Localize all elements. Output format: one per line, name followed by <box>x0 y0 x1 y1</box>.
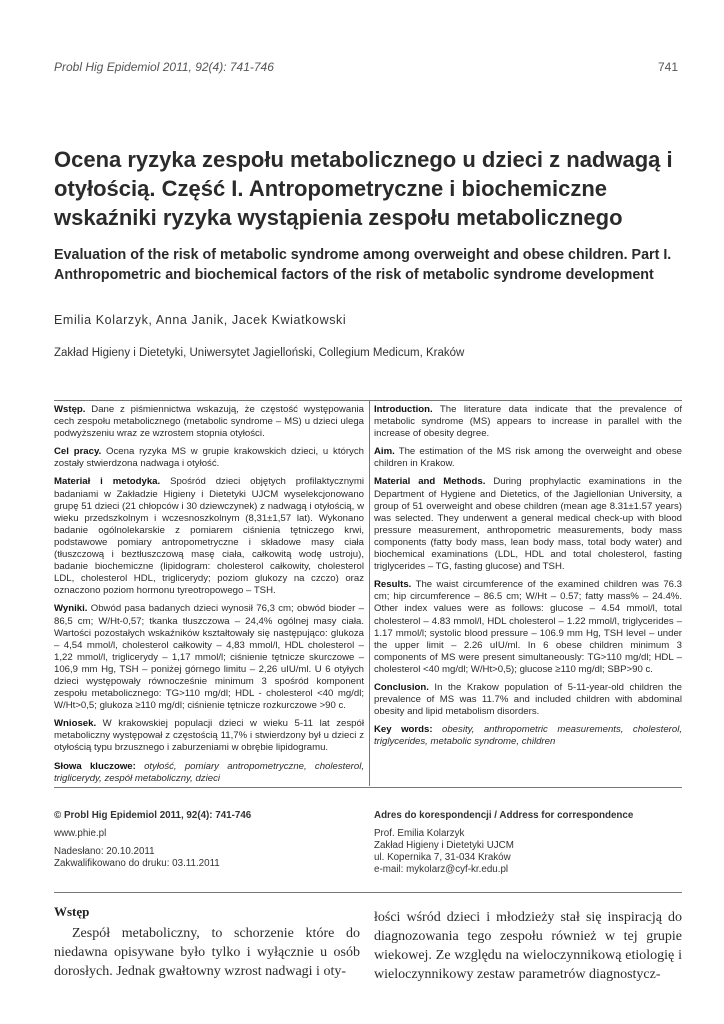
abstract-paragraph <box>374 579 682 676</box>
abstract-text: In the Krakow population of 5-11-year-old children the prevalence of MS was 11.7% and included children with abdominal obesity and lipid metabolism disorders. <box>374 681 682 718</box>
abstract-label: Material and Methods. <box>374 476 486 488</box>
abstract-english <box>374 404 682 754</box>
page-number: 741 <box>657 60 678 74</box>
keywords-label: Key words: <box>374 724 433 736</box>
section-heading: Wstęp <box>54 904 90 919</box>
abstract-text: W krakowskiej populacji dzieci w wieku 5-11 lat zespół metaboliczny występował z częstością 11,7% i stwierdzony był u dzieci z otyłością typu brzusznego i zaburzeniami w obrębie lipidogramu. <box>54 718 364 754</box>
abstract-paragraph <box>374 682 682 718</box>
abstract-label: Wyniki. <box>54 603 88 615</box>
correspondence-title: Adres do korespondencji / Address for correspondence <box>374 810 634 821</box>
abstract-text: Ocena ryzyka MS w grupie krakowskich dzieci, u których zostały stwierdzona nadwaga i otyłość. <box>54 446 364 470</box>
abstract-label: Conclusion. <box>374 681 429 693</box>
abstract-label: Aim. <box>374 446 395 458</box>
body-text-left: Zespół metaboliczny, to schorzenie które do niedawna opisywane było tylko i wyłącznie u osób dorosłych. Jednak gwałtowny wzrost nadwagi i oty- <box>54 926 360 979</box>
abstract-text: The waist circumference of the examined children was 76.3 cm; hip circumference – 86.5 cm; W/Ht – 0.57; fatty mass% – 24.4%. Other index values were as follows: glucose – 4.54 mmol/l, total cholesterol – 4.83 mmol/l, HDL cholesterol – 1.22 mmol/l, triglycerides – 1.17 mmol/l; systolic blood pressure – 106.9 mm Hg, TSH level – under the upper limit – 2.26 uIU/ml. In 6 obese children minimum 3 components of MS were present simultaneously: TG>110 mg/dl; HDL – cholesterol <40 mg/dl; W/Ht>0,5); glucose ≥110 mg/dl; SBP>90 c. <box>374 579 682 675</box>
abstract-label: Wstęp. <box>54 404 86 415</box>
authors: Emilia Kolarzyk, Anna Janik, Jacek Kwiatkowski <box>54 313 347 327</box>
abstract-text: Spośród dzieci objętych profilaktycznymi badaniami w Zakładzie Higieny i Dietetyki UJCM wyselekcjonowano grupę 51 dzieci (21 chłopców i 30 dziewczynek) z nadwagą i otyłością, w wieku przedszkolnym i wczesnoszkolnym (8,31±1,57 lat). Wykonano badanie ogólnolekarskie z pomiarem ciśnienia tętniczego krwi, podstawowe pomiary antropometryczne i składowe masy ciała (tłuszczową i beztłuszczową masę ciała, całkowitą wodę ustroju), badanie biochemiczne (lipidogram: cholesterol całkowity, cholesterol LDL, cholesterol HDL, triglicerydy; poziom glukozy na czczo) oraz oznaczono poziom hormonu tyreotropowego – TSH. <box>54 476 364 597</box>
abstract-paragraph <box>374 446 682 470</box>
publication-info <box>54 810 354 870</box>
column-divider <box>369 400 370 786</box>
abstract-paragraph <box>54 404 364 440</box>
article-title-polish: Ocena ryzyka zespołu metabolicznego u dzieci z nadwagą i otyłością. Część I. Antropometryczne i biochemiczne wskaźniki ryzyka wystąpienia zespołu metabolicznego <box>54 147 673 230</box>
abstract-paragraph <box>54 476 364 597</box>
section-divider <box>54 892 682 893</box>
abstract-text: During prophylactic examinations in the Department of Hygiene and Dietetics, of the Jagiellonian University, a group of 51 overweight and obese children (mean age 8.31±1.57 years) was selected. They underwent a general medical check-up with blood pressure measurement, anthropometric measurements, body mass components (fatty body mass, lean body mass, total body water) and biochemical examinations (LDL, HDL and total cholesterol, fasting triglycerides – TG, fasting glucose) and TSH. <box>374 476 682 573</box>
article-title-english: Evaluation of the risk of metabolic syndrome among overweight and obese children. Part I. Anthropometric and biochemical factors of the risk of metabolic syndrome development <box>54 247 672 283</box>
abstract-text: Dane z piśmiennictwa wskazują, że częstość występowania cech zespołu metabolicznego (metabolic syndrome – MS) u dzieci ulega podwyższeniu wraz ze wzrostem stopnia otyłości. <box>54 404 364 440</box>
keywords-text: otyłość, pomiary antropometryczne, cholesterol, triglicerydy, zespół metaboliczny, dzieci <box>54 760 364 784</box>
abstract-text: Obwód pasa badanych dzieci wynosił 76,3 cm; obwód bioder – 86,5 cm; W/Ht-0,57; tkanka tłuszczowa – 24,4% ogólnej masy ciała. Wartości pozostałych wskaźników kształtowały się następująco: glukoza – 4,54 mmol/l, cholesterol całkowity – 4,83 mmol/l, HDL cholesterol – 1,22 mmol/l, triglicerydy – 1,17 mmol/l; ciśnienie tętnicze skurczowe – 106,9 mm Hg, TSH – poniżej górnego limitu – 2,26 uIU/ml. U 6 otyłych dzieci występowały równocześnie minimum 3 spośród komponent zespołu metabolicznego: TG>110 mg/dl; HDL - cholesterol <40 mg/dl; W/Ht>0,5; glukoza ≥110 mg/dl; ciśnienie tętnicze rozkurczowe >90 c. <box>54 603 364 712</box>
address-line: Prof. Emilia Kolarzyk <box>374 828 465 839</box>
abstract-paragraph <box>54 718 364 754</box>
abstract-polish <box>54 404 364 791</box>
abstract-label: Cel pracy. <box>54 446 102 458</box>
keywords-english <box>374 724 682 748</box>
keywords-label: Słowa kluczowe: <box>54 760 136 772</box>
abstract-label: Introduction. <box>374 404 433 415</box>
journal-citation: Probl Hig Epidemiol 2011, 92(4): 741-746 <box>54 60 274 74</box>
keywords-polish <box>54 761 364 785</box>
address-line: Zakład Higieny i Dietetyki UJCM <box>374 840 514 851</box>
affiliation: Zakład Higieny i Dietetyki, Uniwersytet Jagielloński, Collegium Medicum, Kraków <box>54 347 465 359</box>
copyright-line: © Probl Hig Epidemiol 2011, 92(4): 741-746 <box>54 810 252 821</box>
received-date: Nadesłano: 20.10.2011 <box>54 846 155 857</box>
abstract-paragraph <box>54 603 364 712</box>
abstract-paragraph <box>374 476 682 573</box>
abstract-paragraph <box>374 404 682 440</box>
email-link[interactable]: e-mail: mykolarz@cyf-kr.edu.pl <box>374 864 509 875</box>
address-line: ul. Kopernika 7, 31-034 Kraków <box>374 852 511 863</box>
correspondence-address <box>374 810 684 876</box>
abstract-label: Results. <box>374 579 412 591</box>
accepted-date: Zakwalifikowano do druku: 03.11.2011 <box>54 858 220 869</box>
keywords-text: obesity, anthropometric measurements, cholesterol, triglycerides, metabolic syndrome, children <box>374 724 682 748</box>
abstract-label: Wniosek. <box>54 718 97 730</box>
website-link[interactable]: www.phie.pl <box>54 828 107 839</box>
body-text-right: łości wśród dzieci i młodzieży stał się inspiracją do diagnozowania tego zespołu również w tej grupie wiekowej. Ze względu na wieloczynnikową etiologię i wieloczynnikowy zestaw parametrów diagnostycz- <box>374 910 682 982</box>
abstract-paragraph <box>54 446 364 470</box>
abstract-text: The estimation of the MS risk among the overweight and obese children in Krakow. <box>374 446 682 470</box>
abstract-label: Materiał i metodyka. <box>54 476 161 488</box>
abstract-text: The literature data indicate that the prevalence of metabolic syndrome (MS) appears to increase in parallel with the increase of obesity degree. <box>374 404 682 440</box>
